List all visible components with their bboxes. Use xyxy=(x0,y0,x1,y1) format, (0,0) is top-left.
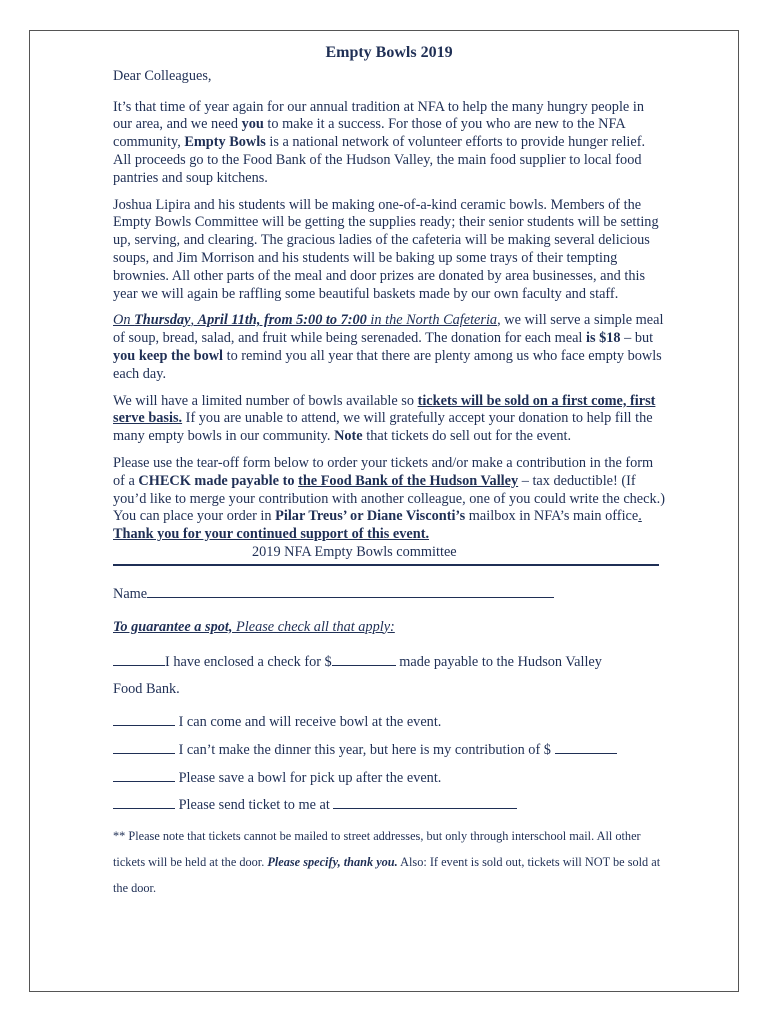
text: is a national network of volunteer efforts to provide hunger relief. All proceeds go to the Food Bank of the Hudson Valley, the main food supplier to local food pantries and soup kitchens. xyxy=(113,134,646,186)
option-send-ticket xyxy=(113,796,665,815)
option-check-enclosed xyxy=(113,653,665,672)
checkbox-blank[interactable] xyxy=(113,796,175,809)
text: , we will serve a simple meal of soup, bread, salad, and fruit while being serenaded. The donation for each meal xyxy=(113,312,664,347)
bold-text: is $18 xyxy=(585,330,621,347)
bold-underlined-text: the Food Bank of the Hudson Valley xyxy=(298,472,519,489)
text: It’s that time of year again for our annual tradition at NFA to help the many hungry people in our area, and we need xyxy=(113,98,644,133)
bold-text: CHECK made payable to xyxy=(138,472,299,489)
option-save-bowl xyxy=(113,769,665,788)
paragraph-participants: Joshua Lipira and his students will be making one-of-a-kind ceramic bowls. Members of the Empty Bowls Committee will be getting the supplies ready; their senior students will be setting up, serving, and clearing. The gracious ladies of the cafeteria will be making several delicious soups, and Jim Morrison and his students will be baking up some trays of their tempting brownies. All other parts of the meal and door prizes are donated by area businesses, and this year we will again be raffling some beautiful baskets made by our own faculty and staff. xyxy=(113,196,659,302)
text: in the North Cafeteria xyxy=(366,312,498,329)
bold-underlined-text: Thank you for your continued support of this event. xyxy=(113,526,430,543)
text: I can come and will receive bowl at the event. xyxy=(175,713,442,730)
text: – tax deductible! (If you’d like to merge your contribution with another colleague, one of you could write the check.) You can place your order in xyxy=(113,472,665,525)
name-label: Name xyxy=(113,585,148,602)
text: Please use the tear-off form below to order your tickets and/or make a contribution in the form of a xyxy=(113,454,654,489)
paragraph-event-details xyxy=(113,312,665,383)
text: I have enclosed a check for $ xyxy=(165,654,332,671)
paragraph-tickets xyxy=(113,393,665,446)
text: to make it a success. For those of you who are new to the NFA community, xyxy=(113,116,625,151)
amount-blank[interactable] xyxy=(332,653,396,666)
name-field[interactable] xyxy=(113,585,665,604)
text: to remind you all year that there are plenty among us who face empty bowls each day. xyxy=(113,347,662,382)
guarantee-instruction: Please check all that apply: xyxy=(232,618,395,635)
checkbox-blank[interactable] xyxy=(113,713,175,726)
document-title: Empty Bowls 2019 xyxy=(325,44,453,61)
text: On xyxy=(113,312,135,329)
text: Please save a bowl for pick up after the event. xyxy=(175,769,442,786)
guarantee-lead: To guarantee a spot, xyxy=(113,618,233,635)
text: If you are unable to attend, we will gratefully accept your donation to help fill the many empty bowls in our community. xyxy=(113,410,653,445)
text: that tickets do sell out for the event. xyxy=(362,428,572,445)
checkbox-blank[interactable] xyxy=(113,769,175,782)
committee-signature: 2019 NFA Empty Bowls committee xyxy=(252,543,457,560)
bold-text: April 11th, from 5:00 to 7:00 xyxy=(197,312,367,329)
text: Please send ticket to me at xyxy=(175,797,334,814)
text: mailbox in NFA’s main office xyxy=(465,508,639,525)
name-blank[interactable] xyxy=(147,585,554,598)
ticket-note xyxy=(113,823,665,901)
option-contribute xyxy=(113,741,665,760)
text: made payable to the Hudson Valley xyxy=(395,654,602,671)
bold-underlined-text: tickets will be sold on a first come, first serve basis. xyxy=(113,392,656,427)
text: ** Please note that tickets cannot be mailed to street addresses, but only through interschool mail. All other tickets will be held at the door. xyxy=(113,829,641,870)
option-attend xyxy=(113,713,665,732)
bold-text: Pilar Treus’ or Diane Visconti’s xyxy=(275,508,466,525)
bold-text: you xyxy=(241,116,264,133)
checkbox-blank[interactable] xyxy=(113,741,175,754)
amount-blank[interactable] xyxy=(555,741,617,754)
bold-text: Empty Bowls xyxy=(184,134,266,151)
bold-text: Thursday xyxy=(134,312,191,329)
paragraph-intro xyxy=(113,99,665,188)
text: . xyxy=(638,508,642,525)
guarantee-heading xyxy=(113,619,665,637)
text: Also: If event is sold out, tickets will NOT be sold at the door. xyxy=(113,855,661,896)
paragraph-order-form xyxy=(113,455,665,544)
bold-italic-text: Please specify, thank you. xyxy=(267,855,398,870)
bold-text: you keep the bowl xyxy=(113,347,224,364)
text: I can’t make the dinner this year, but here is my contribution of $ xyxy=(175,741,555,758)
bold-text: Note xyxy=(334,428,363,445)
text: – but xyxy=(620,330,654,347)
greeting: Dear Colleagues, xyxy=(113,67,212,84)
text: We will have a limited number of bowls available so xyxy=(113,392,418,409)
tear-off-divider xyxy=(113,564,659,566)
event-date xyxy=(113,312,497,328)
option-check-enclosed-cont: Food Bank. xyxy=(113,681,180,698)
checkbox-blank[interactable] xyxy=(113,653,165,666)
text: , xyxy=(190,312,198,329)
address-blank[interactable] xyxy=(333,796,517,809)
letter-content xyxy=(113,44,665,901)
